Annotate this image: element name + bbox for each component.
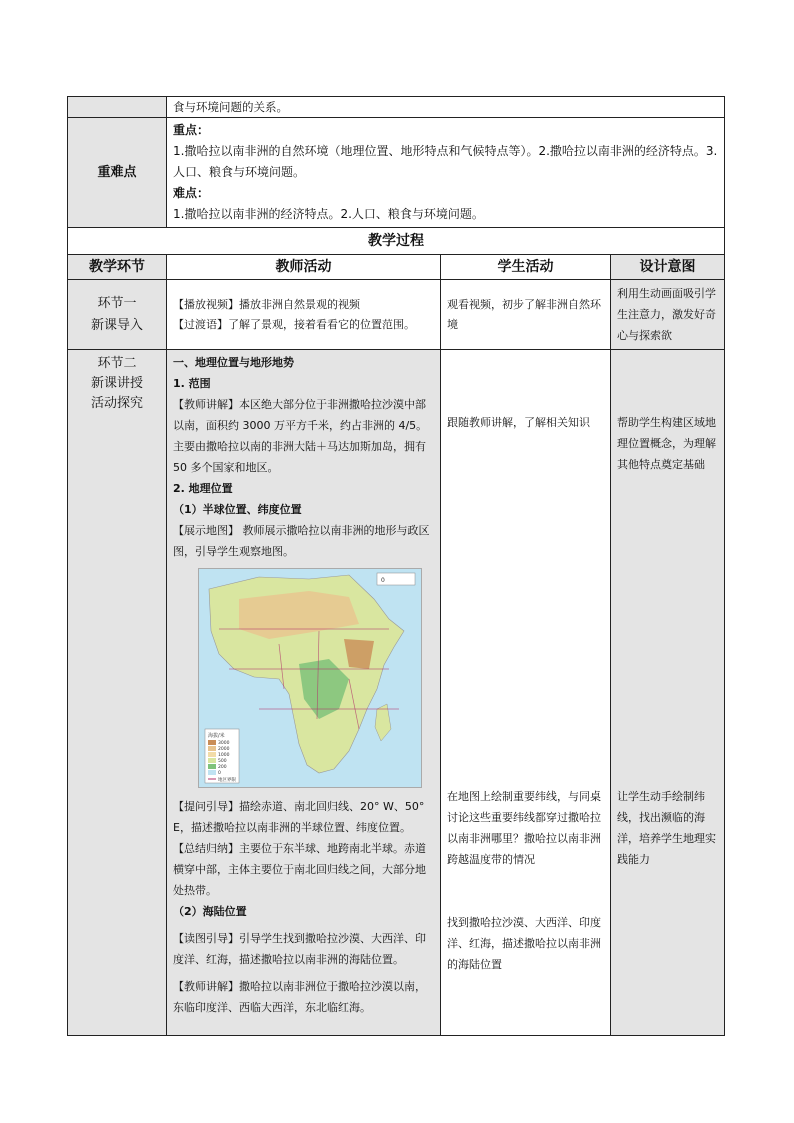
zhongdian-title: 重点： — [173, 123, 210, 137]
process-header-row — [68, 255, 725, 280]
map-scale-text: 0 — [381, 577, 385, 584]
teacher-summary: 【总结归纳】主要位于东半球、地跨南北半球。赤道横穿中部，主体主要位于南北回归线之间，大部分地处热带。 — [173, 842, 426, 897]
continuation-text: 食与环境问题的关系。 — [167, 97, 725, 118]
teacher-map-text: 【展示地图】 教师展示撒哈拉以南非洲的地形与政区图，引导学生观察地图。 — [173, 524, 430, 558]
step2-row — [68, 350, 725, 1036]
lesson-plan-page — [67, 96, 724, 1036]
step2-name-line1: 环节二 — [97, 356, 137, 371]
map-legend-swatch-500 — [208, 758, 216, 763]
map-legend-title: 海拔/米 — [208, 733, 225, 739]
intent-concept: 帮助学生构建区域地理位置概念，为理解其他特点奠定基础 — [617, 416, 716, 471]
nandian-text: 1.撒哈拉以南非洲的经济特点。2.人口、粮食与环境问题。 — [173, 207, 484, 221]
map-legend-3000: 3000 — [218, 741, 230, 746]
map-legend-200: 200 — [218, 765, 227, 770]
teacher-location-title: 2. 地理位置 — [173, 482, 233, 495]
map-legend-swatch-1000 — [208, 752, 216, 757]
key-points-content — [167, 118, 725, 228]
student-find: 找到撒哈拉沙漠、大西洋、印度洋、红海，描述撒哈拉以南非洲的海陆位置 — [447, 916, 601, 971]
step1-student: 观看视频，初步了解非洲自然环境 — [441, 280, 611, 350]
map-legend-2000: 2000 — [218, 747, 230, 752]
step1-teacher — [167, 280, 441, 350]
map-legend-swatch-200 — [208, 764, 216, 769]
header-teacher: 教师活动 — [167, 255, 441, 280]
map-legend-swatch-3000 — [208, 740, 216, 745]
teacher-question: 【提问引导】描绘赤道、南北回归线、20° W、50° E，描述撒哈拉以南非洲的半球位置、纬度位置。 — [173, 800, 425, 834]
teacher-explain: 【教师讲解】撒哈拉以南非洲位于撒哈拉沙漠以南，东临印度洋、西临大西洋，东北临红海。 — [173, 980, 426, 1014]
teacher-heading-1: 一、地理位置与地形地势 — [173, 356, 294, 369]
process-title-row — [68, 228, 725, 255]
intent-practice: 让学生动手绘制纬线，找出濒临的海洋，培养学生地理实践能力 — [617, 790, 716, 866]
africa-map-image — [198, 568, 422, 788]
step1-name-line2: 新课导入 — [90, 317, 143, 333]
teacher-sea-title: （2）海陆位置 — [173, 905, 247, 918]
key-points-label: 重难点 — [68, 118, 167, 228]
step1-intent: 利用生动画面吸引学生注意力，激发好奇心与探索欲 — [611, 280, 725, 350]
step2-name-line2: 新课讲授 — [90, 376, 143, 391]
step1-name — [68, 280, 167, 350]
teacher-read: 【读图引导】引导学生找到撒哈拉沙漠、大西洋、印度洋、红海，描述撒哈拉以南非洲的海陆位置。 — [173, 932, 426, 966]
map-legend-1000: 1000 — [218, 753, 230, 758]
continuation-row — [68, 97, 725, 118]
map-legend-swatch-0 — [208, 770, 216, 775]
header-intent: 设计意图 — [611, 255, 725, 280]
step1-teacher-line2: 【过渡语】了解了景观，接着看看它的位置范围。 — [173, 317, 415, 331]
key-points-row — [68, 118, 725, 228]
blank-label-cell — [68, 97, 167, 118]
step1-row — [68, 280, 725, 350]
map-legend-500: 500 — [218, 759, 227, 764]
teacher-scope-title: 1. 范围 — [173, 377, 211, 390]
process-title: 教学过程 — [68, 228, 725, 255]
zhongdian-text: 1.撒哈拉以南非洲的自然环境（地理位置、地形特点和气候特点等）。2.撒哈拉以南非洲的经济特点。3.人口、粮食与环境问题。 — [173, 144, 718, 179]
teacher-scope-text: 【教师讲解】本区绝大部分位于非洲撒哈拉沙漠中部以南，面积约 3000 万平方千米，约占非洲的 4/5。主要由撒哈拉以南的非洲大陆＋马达加斯加岛，拥有 50 多个国家和地区。 — [173, 398, 428, 474]
step2-student — [441, 350, 611, 1036]
lesson-plan-table — [67, 96, 725, 1036]
map-legend-boundary: 地区界限 — [218, 778, 236, 783]
step2-intent — [611, 350, 725, 1036]
step2-name-line3: 活动探究 — [90, 396, 143, 411]
step2-name — [68, 350, 167, 1036]
map-legend-0: 0 — [218, 771, 221, 776]
step1-teacher-line1: 【播放视频】播放非洲自然景观的视频 — [173, 297, 360, 311]
nandian-title: 难点： — [173, 186, 210, 200]
header-student: 学生活动 — [441, 255, 611, 280]
student-follow: 跟随教师讲解，了解相关知识 — [447, 416, 590, 429]
teacher-location-sub: （1）半球位置、纬度位置 — [173, 503, 302, 516]
header-step: 教学环节 — [68, 255, 167, 280]
step2-teacher — [167, 350, 441, 1036]
map-legend-swatch-2000 — [208, 746, 216, 751]
step1-name-line1: 环节一 — [97, 295, 137, 311]
student-draw: 在地图上绘制重要纬线，与同桌讨论这些重要纬线都穿过撒哈拉以南非洲哪里？撒哈拉以南非洲跨越温度带的情况 — [447, 790, 601, 866]
